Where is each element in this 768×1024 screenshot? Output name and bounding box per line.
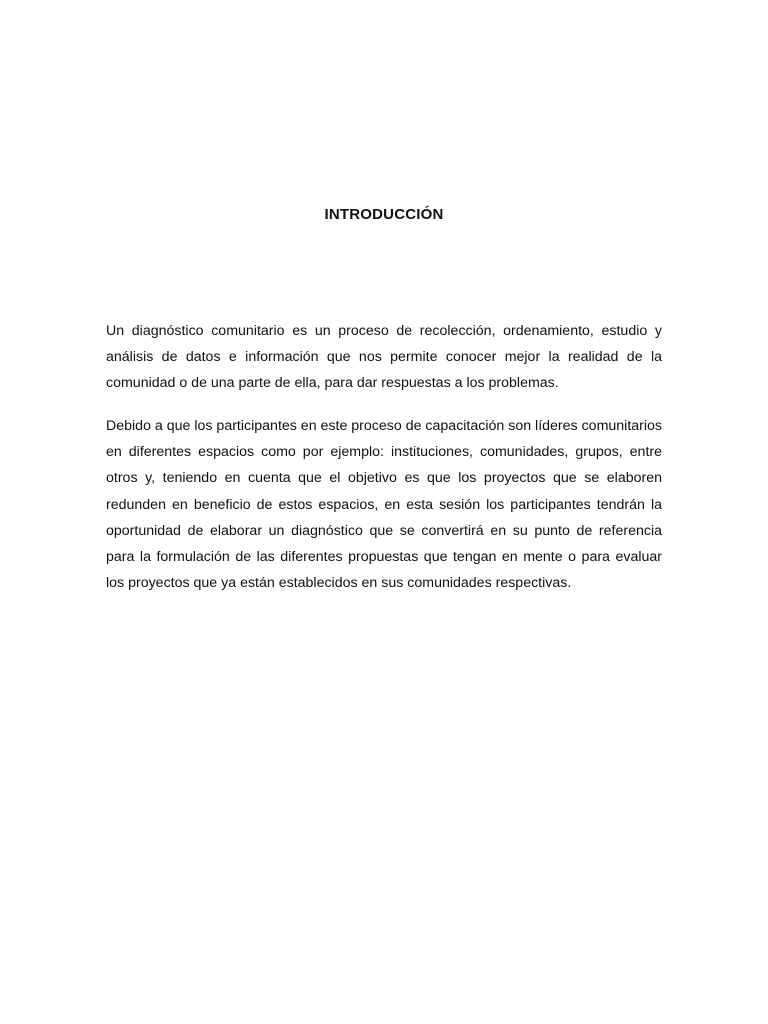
page-title: INTRODUCCIÓN	[324, 206, 444, 223]
paragraph-definition: Un diagnóstico comunitario es un proceso de recolección, ordenamiento, estudio y análisis de datos e información que nos permite conocer mejor la realidad de la comunidad o de una parte de ella, para dar respuestas a los problemas.	[106, 323, 662, 392]
paragraph-purpose: Debido a que los participantes en este proceso de capacitación son líderes comunitarios en diferentes espacios como por ejemplo: instituciones, comunidades, grupos, entre otros y, teniendo en cuenta que el objetivo es que los proyectos que se elaboren redunden en beneficio de estos espacios, en esta sesión los participantes tendrán la oportunidad de elaborar un diagnóstico que se convertirá en su punto de referencia para la formulación de las diferentes propuestas que tengan en mente o para evaluar los proyectos que ya están establecidos en sus comunidades respectivas.	[106, 418, 663, 592]
